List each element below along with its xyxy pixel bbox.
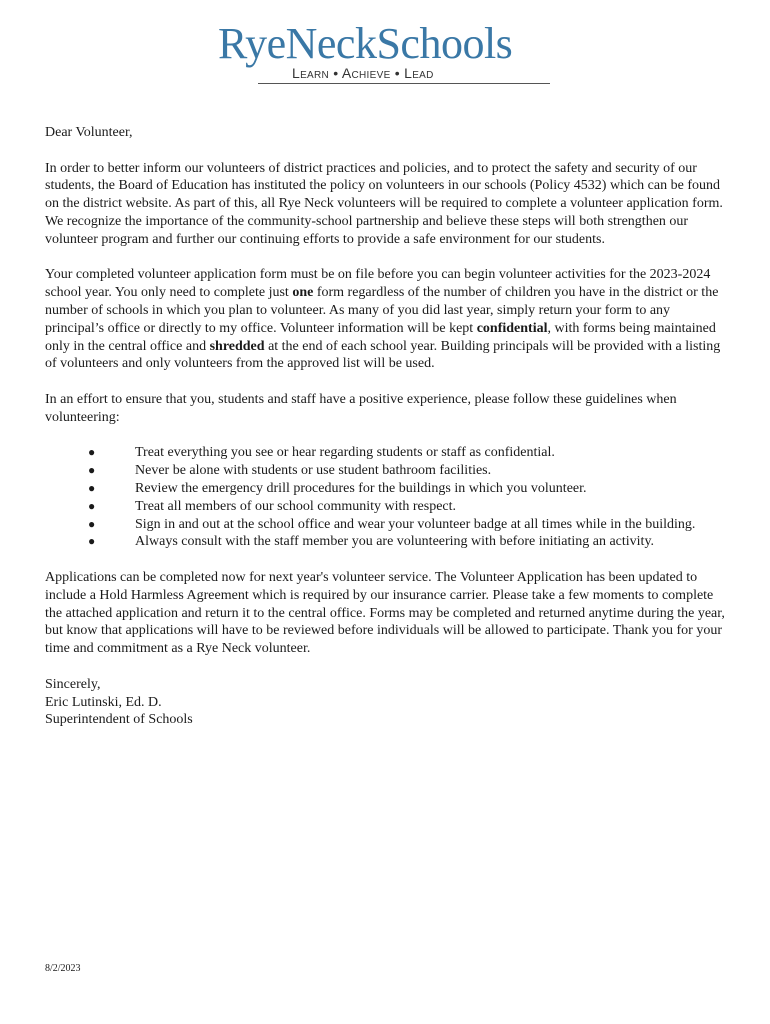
application-text-1: Your completed volunteer application form must be on file before you can begin volunteer activities for the 2023-2024 school year. You only need to complete just: [45, 267, 711, 301]
guidelines-intro: In an effort to ensure that you, students and staff have a positive experience, please follow these guidelines when volunteering:: [45, 391, 677, 425]
list-item: [45, 444, 730, 462]
list-item: [45, 462, 730, 480]
list-item-text: Never be alone with students or use student bathroom facilities.: [135, 463, 492, 479]
application-text-3: , with forms being maintained only in the central office and: [45, 320, 716, 354]
signer-title: Superintendent of Schools: [45, 712, 193, 728]
bullet-icon: ●: [88, 463, 96, 478]
footer-date: 8/2/2023: [45, 963, 81, 974]
closing-line: Sincerely,: [45, 676, 101, 692]
list-item: [45, 533, 730, 551]
bullet-icon: ●: [88, 498, 96, 513]
application-text-4: at the end of each school year. Building principals will be provided with a listing of volunteers and only volunteers from the approved list will be used.: [45, 338, 721, 372]
emphasis-shredded: shredded: [209, 338, 265, 354]
application-text-2: form regardless of the number of children you have in the district or the number of schools in which you plan to volunteer. As many of you did last year, simply return your form to any principal’s office or directly to my office. Volunteer information will be kept: [45, 285, 719, 336]
list-item-text: Treat everything you see or hear regarding students or staff as confidential.: [135, 445, 555, 461]
emphasis-confidential: confidential: [476, 320, 548, 336]
bullet-icon: ●: [88, 480, 96, 495]
logo-title: RyeNeckSchools: [218, 19, 513, 68]
bullet-icon: ●: [88, 445, 96, 460]
list-item-text: Sign in and out at the school office and wear your volunteer badge at all times while in the building.: [135, 516, 696, 532]
salutation: Dear Volunteer,: [45, 125, 133, 140]
letter-body: [45, 124, 730, 729]
signature-block: [45, 676, 730, 729]
logo-divider: [258, 83, 550, 84]
applications-paragraph: Applications can be completed now for next year's volunteer service. The Volunteer Application has been updated to include a Hold Harmless Agreement which is required by our insurance carrier. Please take a few moments to complete the attached application and return it to the central office. Forms may be completed and returned anytime during the year, but know that applications will have to be reviewed before individuals will be allowed to participate. Thank you for your time and commitment as a Rye Neck volunteer.: [45, 569, 725, 657]
guidelines-list: [45, 444, 730, 551]
bullet-icon: ●: [88, 534, 96, 549]
intro-paragraph: In order to better inform our volunteers of district practices and policies, and to protect the safety and security of our students, the Board of Education has instituted the policy on volunteers in our schools (Policy 4532) which can be found on the district website. As part of this, all Rye Neck volunteers will be required to complete a volunteer application form. We recognize the importance of the community-school partnership and believe these steps will both strengthen our volunteer program and further our continuing efforts to provide a safe environment for our students.: [45, 160, 723, 247]
logo-tagline: Learn • Achieve • Lead: [292, 65, 434, 81]
list-item-text: Treat all members of our school community with respect.: [135, 498, 457, 514]
list-item: [45, 480, 730, 498]
signer-name: Eric Lutinski, Ed. D.: [45, 694, 162, 710]
list-item: [45, 516, 730, 534]
application-paragraph: [45, 266, 730, 373]
emphasis-one: one: [292, 285, 314, 301]
bullet-icon: ●: [88, 516, 96, 531]
district-logo: [216, 19, 556, 90]
list-item: [45, 498, 730, 516]
list-item-text: Always consult with the staff member you are volunteering with before initiating an activity.: [135, 534, 655, 550]
list-item-text: Review the emergency drill procedures for the buildings in which you volunteer.: [135, 480, 587, 496]
